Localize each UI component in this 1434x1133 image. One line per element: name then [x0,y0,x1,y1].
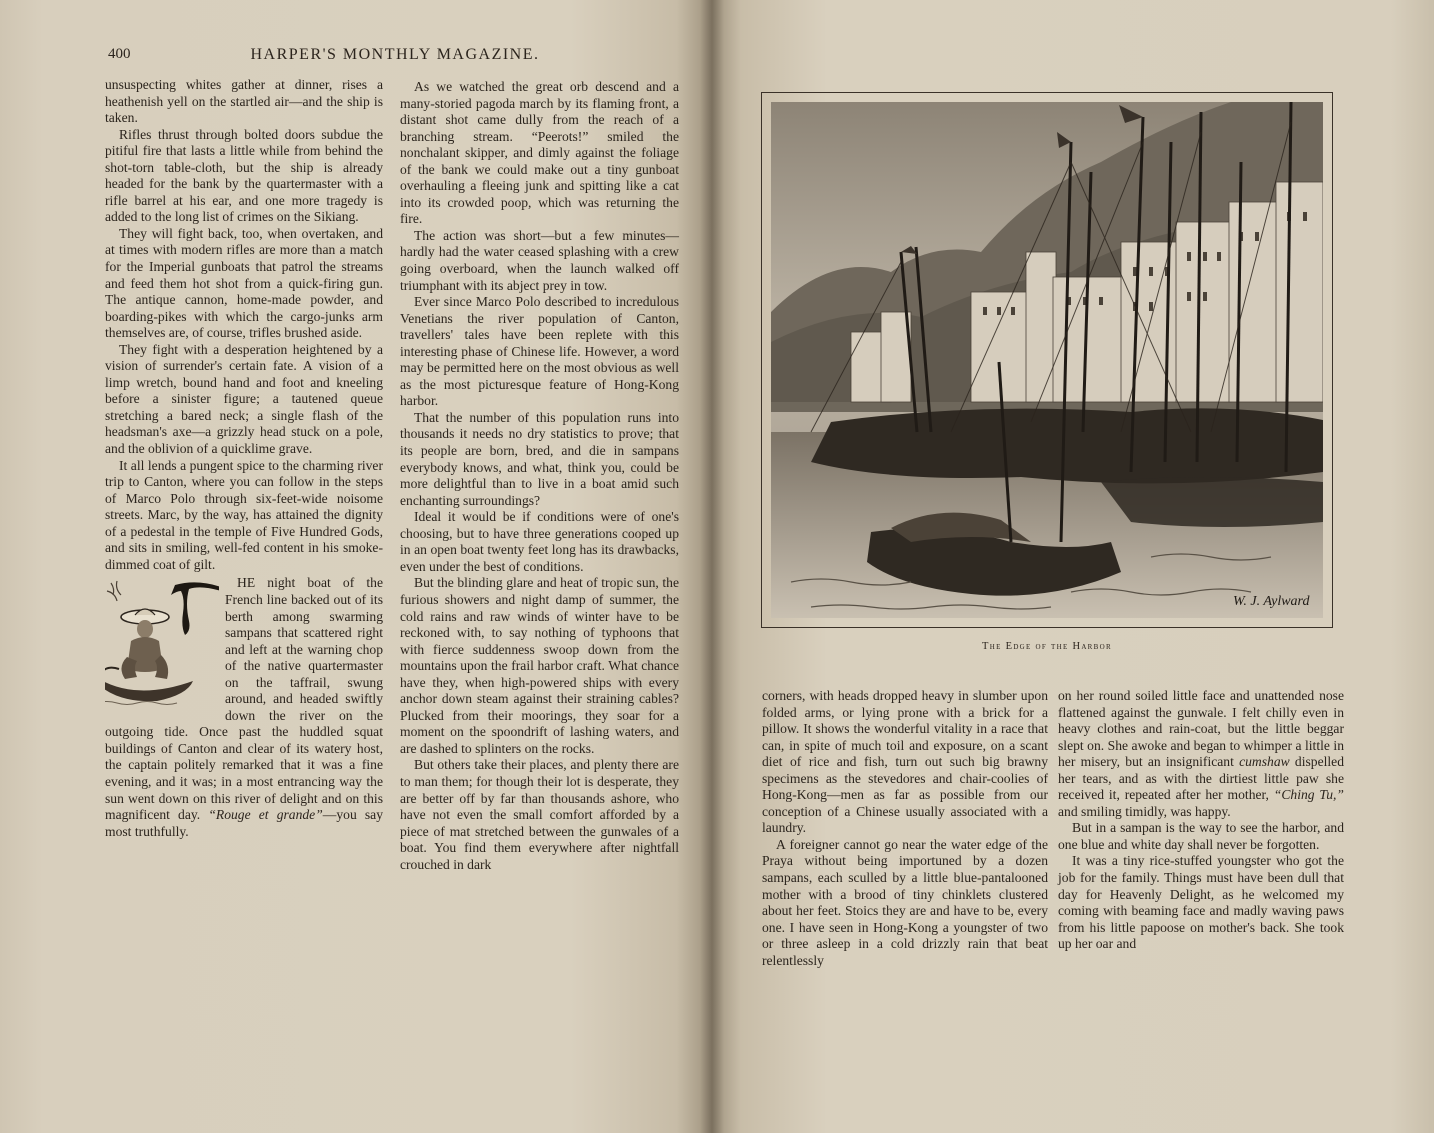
right-page [712,0,1434,1133]
illustration-frame [761,92,1333,628]
paragraph: But in a sampan is the way to see the harbor, and one blue and white day shall never be forgotten. [1058,820,1344,852]
paragraph: Ideal it would be if conditions were of one's choosing, but to have three generations cooped up in an open boat twenty feet long has its drawbacks, even under the best of conditions. [400,509,679,574]
artist-signature: W. J. Aylward [1233,594,1310,609]
paragraph: That the number of this population runs into thousands it needs no dry statistics to prove; that its people are born, bred, and die in sampans everybody knows, and what, think you, could be more delightful than to live in a boat amid such enchanting surroundings? [400,409,679,508]
paragraph: It was a tiny rice-stuffed youngster who got the job for the family. Things must have been dull that day for Heavenly Delight, as he welcomed my coming with beaming face and madly waving paws from his little papoose on mother's back. She took up her oar and [1058,853,1344,952]
paragraph: Ever since Marco Polo described to incredulous Venetians the river population of Canton, travellers' tales have been replete with this interesting phase of Chinese life. However, a word may be permitted here on the most obvious as well as the most picturesque feature of Hong-Kong harbor. [400,294,679,409]
left-column-1 [105,77,383,840]
page-number: 400 [108,46,131,62]
book-gutter [700,0,724,1133]
right-column-1 [762,688,1048,969]
illustration-caption: The Edge of the Harbor [982,641,1112,652]
paragraph [1058,688,1344,820]
paragraph: As we watched the great orb descend and a many-storied pagoda march by its flaming front, a distant shot came dully from the reach of a branching stream. “Peerots!” smiled the nonchalant skipper, and dimly against the foliage of the bank we could make out a tiny gunboat overhauling a fleeing junk and spitting like a cat into its crowded poop, which was returning the fire. [400,79,679,227]
italic-quote: “Ching Tu,” [1273,787,1344,803]
left-page [0,0,712,1133]
quote: “Rouge et grande” [208,807,323,823]
drop-cap-illustration [105,577,219,711]
paragraph: Rifles thrust through bolted doors subdue the pitiful fire that lasts a little while from behind the shot-torn table-cloth, but the ship is already headed for the bank by the quartermaster with a rifle barrel at his ear, and one more tragedy is added to the long list of crimes on the Sikiang. [105,126,383,225]
paragraph: It all lends a pungent spice to the charming river trip to Canton, where you can follow in the steps of Marco Polo through six-feet-wide noisome streets. Marc, by the way, has attained the dignity of a pedestal in the temple of Five Hundred Gods, and sits in smiling, well-fed content in his smoke-dimmed coat of gilt. [105,457,383,572]
paragraph: The action was short—but a few minutes—hardly had the water ceased splashing with a crew going overboard, when the launch walked off triumphant with its abject prey in tow. [400,227,679,293]
running-head: HARPER'S MONTHLY MAGAZINE. [250,46,540,63]
paragraph-text: and smiling timidly, was happy. [1058,803,1231,819]
paragraph: unsuspecting whites gather at dinner, rises a heathenish yell on the startled air—and the ship is taken. [105,77,383,126]
right-column-2 [1058,688,1344,953]
paragraph-text: HE night boat of the French line backed out of its berth among swarming sampans that scattered right and left at the warning chop of the native quartermaster on the taffrail, swung around, and headed swiftly down the river on the outgoing tide. Once past the huddled squat buildings of Canton and clear of its watery host, the captain politely remarked that it was a fine evening, and it was; in a most entrancing way the sun went down on this river of delight and on this magnificent day. [105,575,383,823]
paragraph: But others take their places, and plenty there are to man them; for though their lot is desperate, they are better off by far than thousands ashore, who have not even the small comfort afforded by a piece of mat stretched between the gunwales of a boat. You find them everywhere after nightfall crouched in dark [400,757,679,872]
boy-in-sampan-icon [105,577,219,711]
paragraph-text: dispelled her tears, and as with the dirtiest little paw she received it, repeated after her mother, [1058,754,1345,803]
paragraph: A foreigner cannot go near the water edge of the Praya without being importuned by a dozen sampans, each sculled by a little blue-pantalooned mother with a brood of tiny chinklets clustered about her feet. Stoics they are and have to be, every one. I have seen in Hong-Kong a youngster of two or three asleep in a cold drizzly rain that beat relentlessly [762,836,1048,968]
drop-cap-paragraph [105,573,383,840]
paragraph: They will fight back, too, when overtaken, and at times with modern rifles are more than a match for the Imperial gunboats that patrol the streams and feed them hot shot from a quick-firing gun. The antique cannon, home-made powder, and boarding-pikes with which the cargo-junks arm themselves are, of course, trifles brushed aside. [105,225,383,341]
paragraph-end: —you say most truthfully. [105,807,383,839]
paragraph: corners, with heads dropped heavy in slumber upon folded arms, or lying prone with a brick for a pillow. It shows the wonderful vitality in a race that can, in spite of much toil and exposure, on a scant diet of rice and fish, turn out such big brawny specimens as the stevedores and chair-coolies of Hong-Kong—men as far as possible from our conception of a Chinese usually associated with a laundry. [762,688,1048,836]
italic-word: cumshaw [1239,754,1290,770]
left-column-2 [400,79,679,873]
paragraph: They fight with a desperation heightened by a vision of surrender's certain fate. A vision of a limp wretch, bound hand and foot and kneeling before a sinister figure; a tautened queue stretching a bared neck; a single flash of the headsman's axe—a grizzly head stuck on a pole, and the oblivion of a quicklime grave. [105,341,383,457]
paragraph-text: on her round soiled little face and unattended nose flattened against the gunwale. I felt chilly even in heavy clothes and rain-coat, but the little beggar slept on. She awoke and began to whimper a little in her misery, but an insignificant [1058,688,1344,770]
harbor-illustration [771,102,1323,618]
paragraph: But the blinding glare and heat of tropic sun, the furious showers and night damp of summer, the cold rains and raw winds of winter have to be reckoned with, to say nothing of typhoons that with fierce suddenness swoop down from the mountains upon the frail harbor craft. What chance have they, when high-powered ships with every anchor down steam against their straining cables? Plucked from their moorings, they soar for a moment on the spoondrift of lashing waters, and are dashed to splinters on the rocks. [400,575,679,756]
